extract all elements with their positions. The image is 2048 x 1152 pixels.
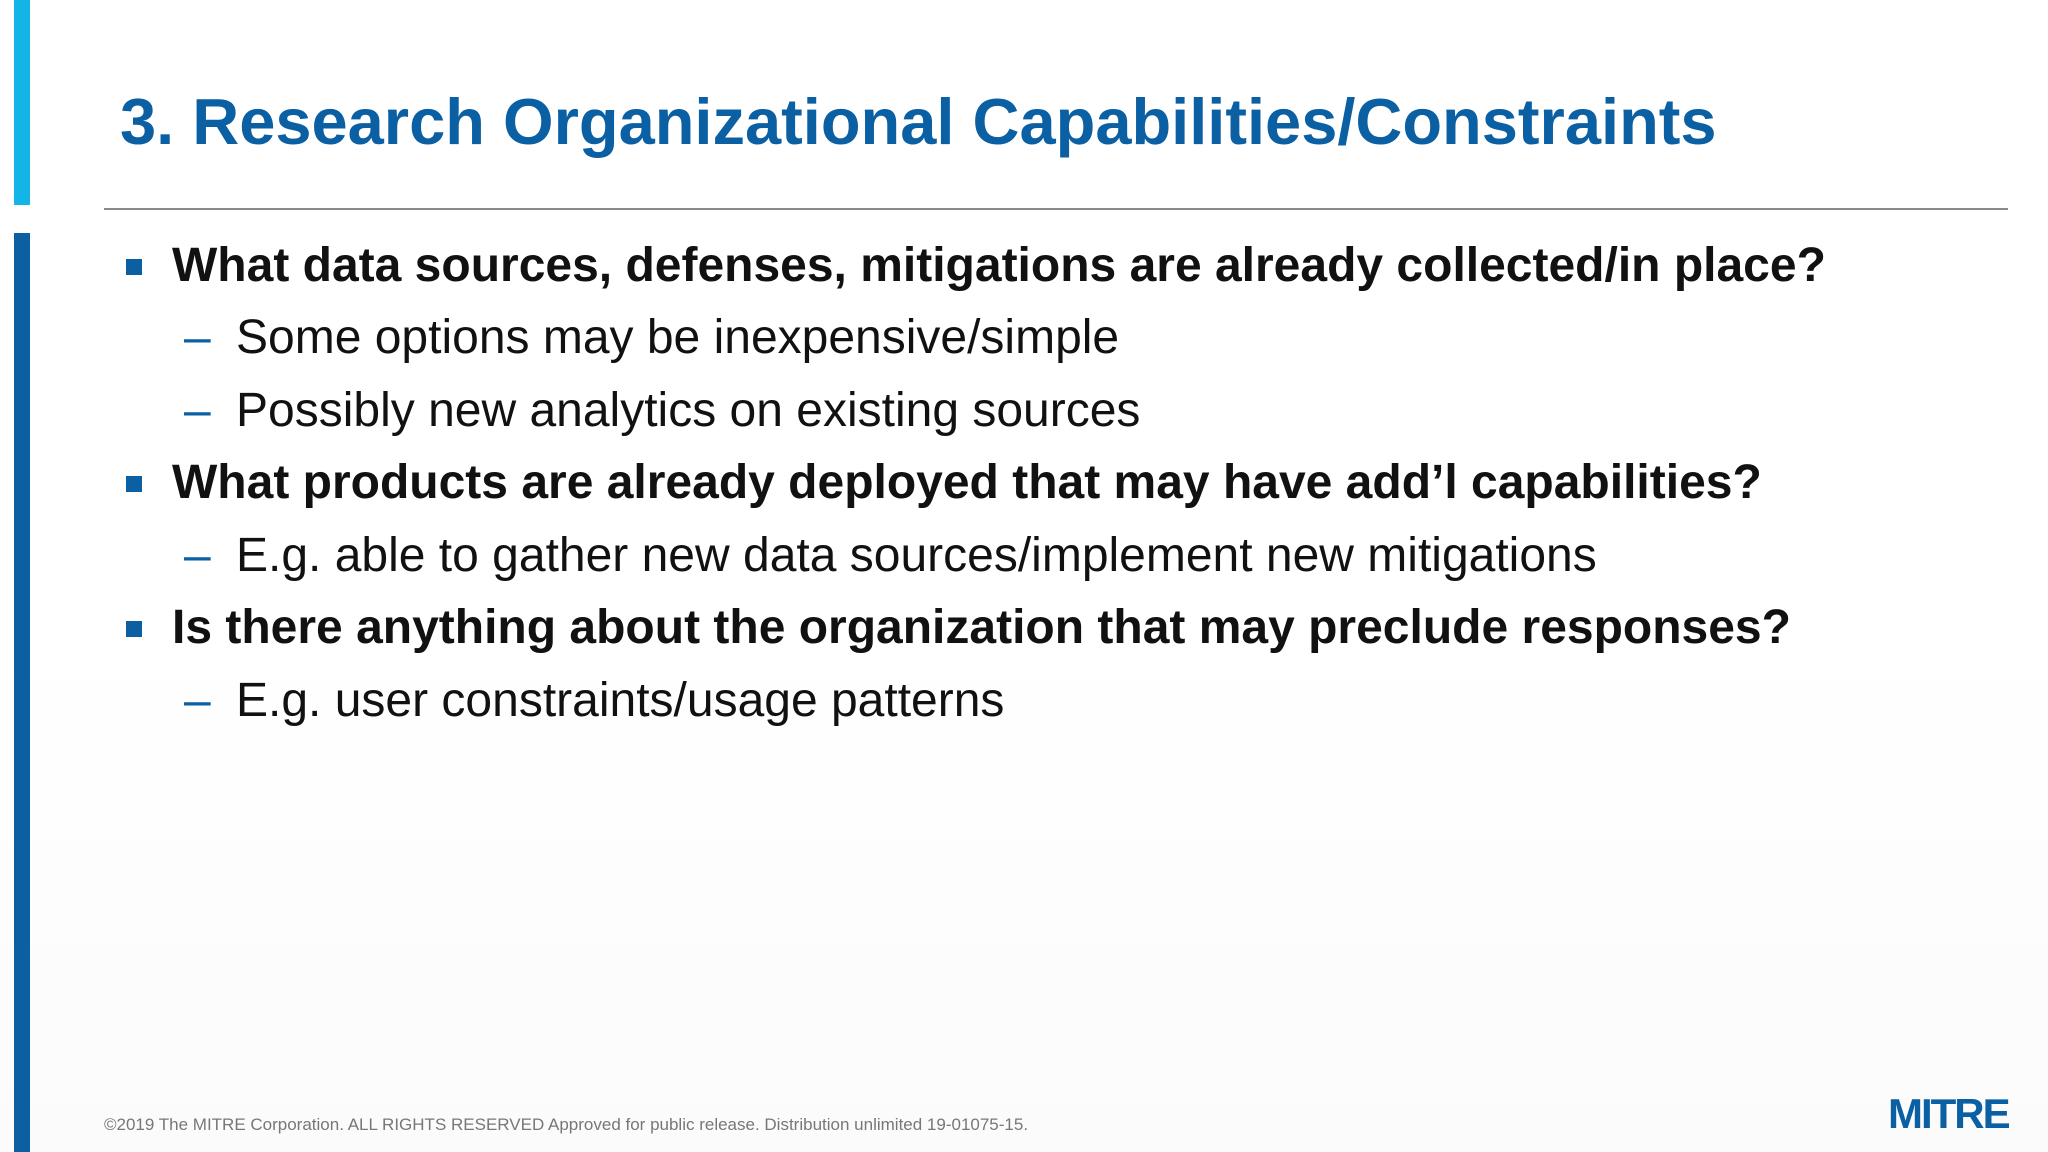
bullet-text: Is there anything about the organization that may preclude responses? [172, 601, 1791, 654]
bullet-text: What products are already deployed that may have add’l capabilities? [172, 456, 1762, 509]
square-bullet-icon [126, 621, 142, 637]
sub-item-text: Some options may be inexpensive/simple [236, 311, 1120, 364]
slide-title: 3. Research Organizational Capabilities/Constraints [120, 85, 1717, 158]
dash-bullet-icon: – [184, 384, 211, 437]
square-bullet-icon [126, 259, 142, 275]
mitre-logo: MITRE [1888, 1090, 2009, 1137]
dash-bullet-icon: – [184, 674, 211, 727]
square-bullet-icon [126, 476, 142, 492]
footer-copyright: ©2019 The MITRE Corporation. ALL RIGHTS RESERVED Approved for public release. Distribution unlimited 19-01075-15. [104, 1115, 1029, 1134]
bullet-text: What data sources, defenses, mitigations are already collected/in place? [172, 239, 1826, 292]
sub-item-text: E.g. able to gather new data sources/implement new mitigations [236, 529, 1597, 582]
sub-item-text: E.g. user constraints/usage patterns [236, 674, 1005, 727]
sub-item-text: Possibly new analytics on existing sources [236, 384, 1141, 437]
dash-bullet-icon: – [184, 311, 211, 364]
dash-bullet-icon: – [184, 529, 211, 582]
